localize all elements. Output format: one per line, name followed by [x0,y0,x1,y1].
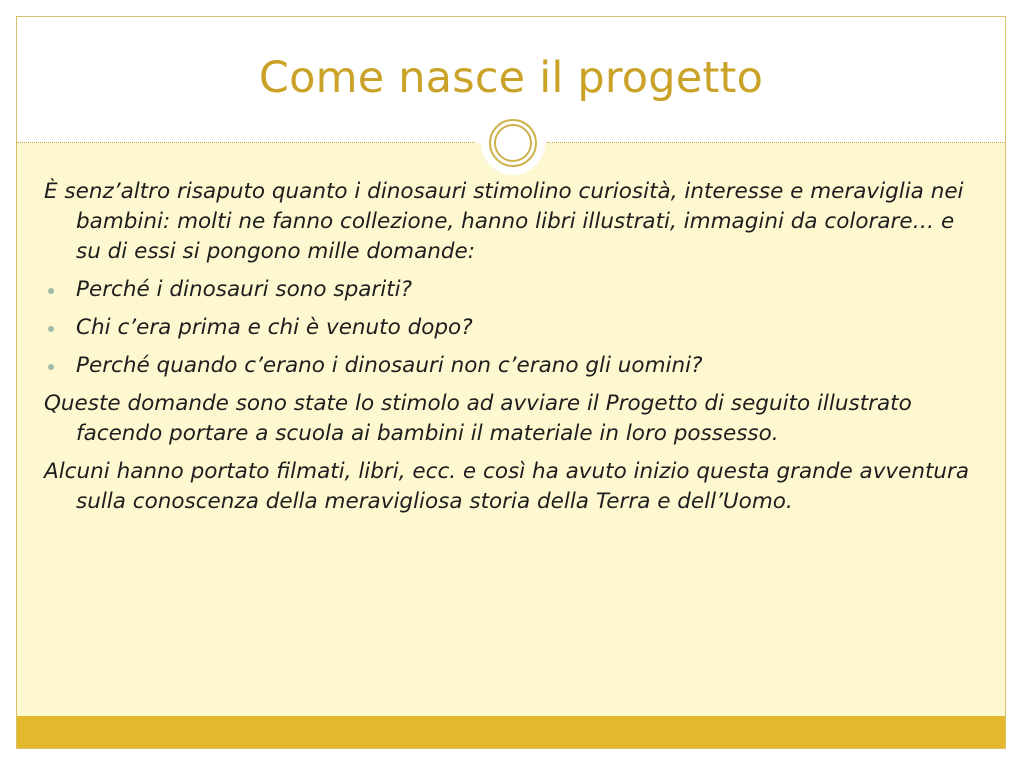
dot-bullet-icon [48,288,54,294]
slide [16,16,1006,749]
title-divider-left [17,142,475,143]
slide-body [44,177,974,525]
bullet-text: Chi c’era prima e chi è venuto dopo? [76,315,473,340]
dot-bullet-icon [48,364,54,370]
intro-paragraph: È senz’altro risaputo quanto i dinosauri stimolino curiosità, interesse e meraviglia nei bambini: molti ne fanno collezione, hanno libri illustrati, immagini da colorare… e su di essi si pongono mille domande: [44,179,964,264]
double-circle-ornament-icon [481,111,545,175]
ornament-outer-ring [489,119,537,167]
title-divider-right [547,142,1006,143]
dot-bullet-icon [48,326,54,332]
bullet-text: Perché quando c’erano i dinosauri non c’erano gli uomini? [76,353,703,378]
start-paragraph: Alcuni hanno portato filmati, libri, ecc. e così ha avuto inizio questa grande avventura sulla conoscenza della meravigliosa storia della Terra e dell’Uomo. [44,459,970,514]
bullet-item [44,275,974,305]
ornament-inner-ring [494,124,532,162]
footer-band [17,716,1005,749]
bullet-text: Perché i dinosauri sono spariti? [76,277,413,302]
bullet-item [44,313,974,343]
bullet-item [44,351,974,381]
slide-title: Come nasce il progetto [258,53,764,103]
questions-paragraph: Queste domande sono state lo stimolo ad avviare il Progetto di seguito illustrato facendo portare a scuola ai bambini il materiale in loro possesso. [44,391,912,446]
